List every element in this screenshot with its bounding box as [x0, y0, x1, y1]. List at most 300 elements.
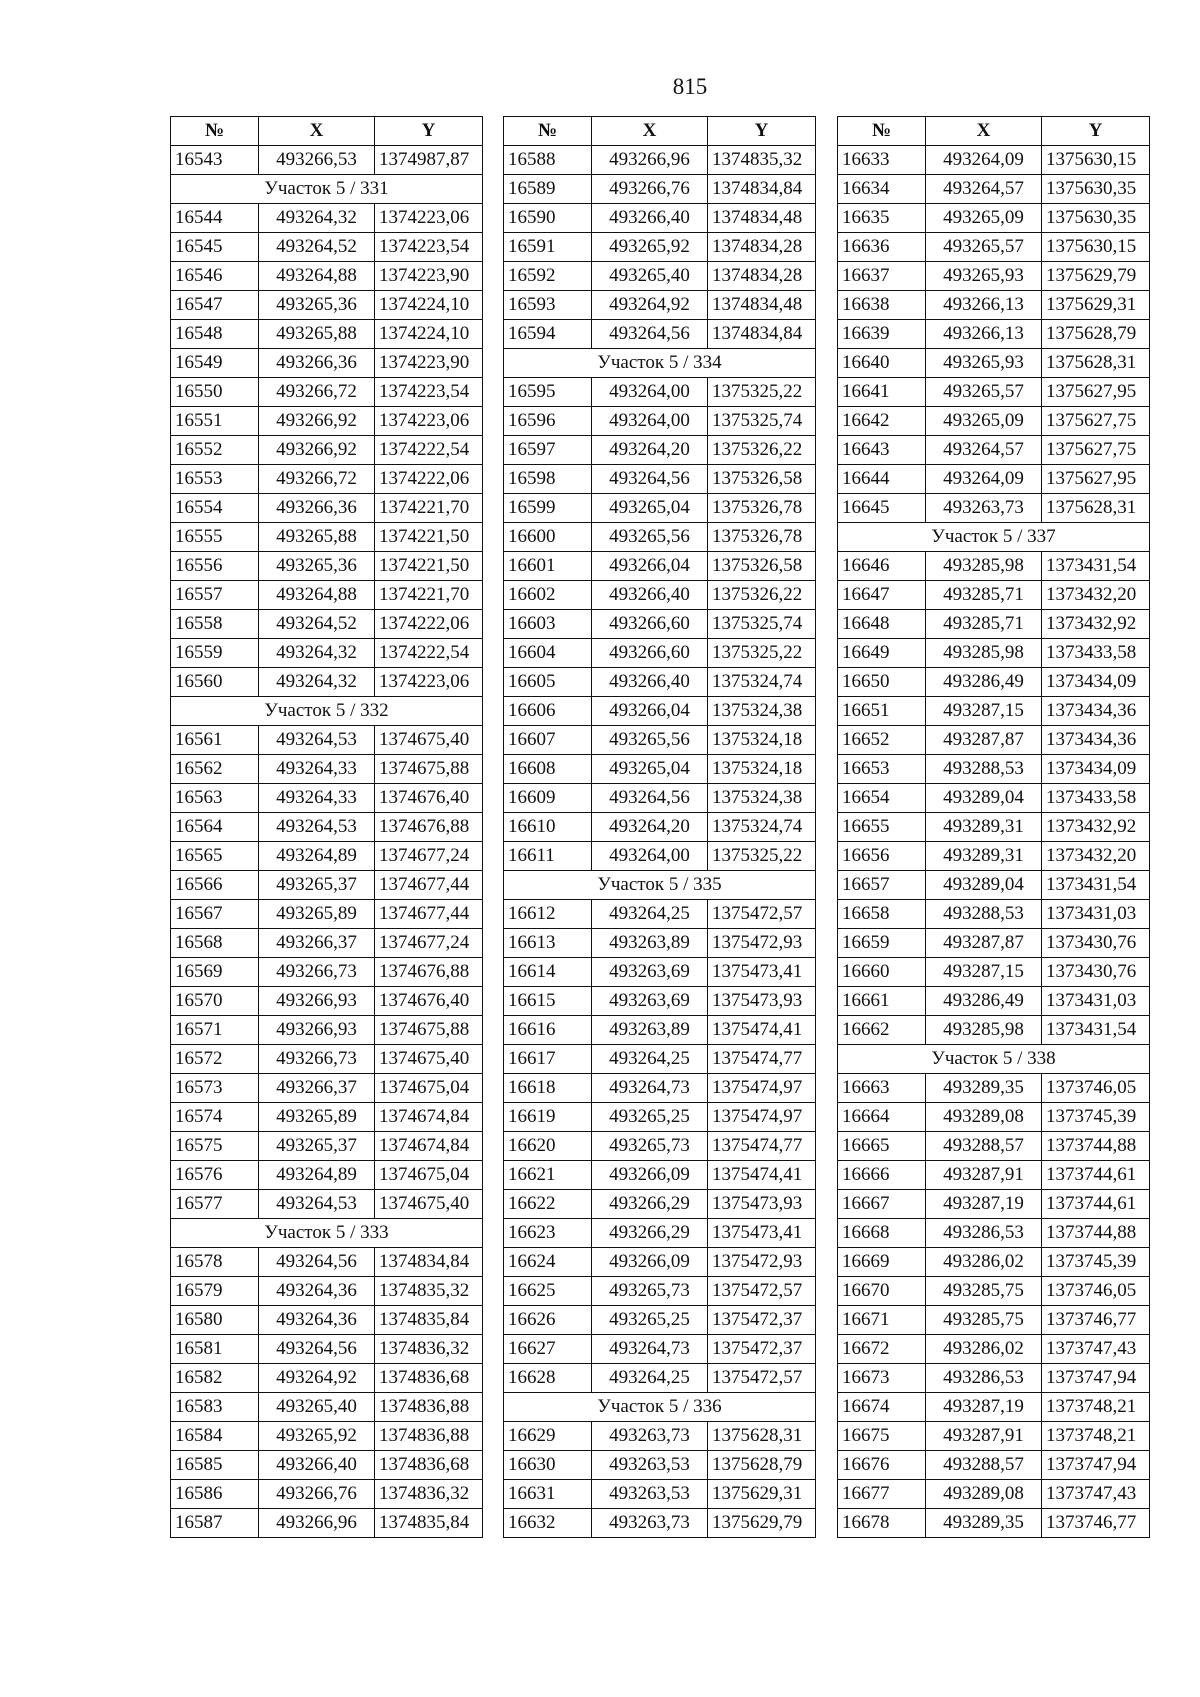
point-number-cell: 16544	[171, 204, 259, 233]
x-coordinate-cell: 493286,49	[926, 987, 1042, 1016]
table-row	[838, 552, 1150, 581]
point-number-cell: 16631	[504, 1480, 592, 1509]
point-number-cell: 16607	[504, 726, 592, 755]
x-coordinate-cell: 493264,92	[592, 291, 708, 320]
x-coordinate-cell: 493265,92	[259, 1422, 375, 1451]
table-row	[504, 1306, 816, 1335]
point-number-cell: 16601	[504, 552, 592, 581]
point-number-cell: 16665	[838, 1132, 926, 1161]
point-number-cell: 16634	[838, 175, 926, 204]
x-coordinate-cell: 493264,88	[259, 581, 375, 610]
table-row	[504, 523, 816, 552]
x-coordinate-cell: 493288,57	[926, 1451, 1042, 1480]
x-coordinate-cell: 493285,98	[926, 552, 1042, 581]
table-row	[171, 262, 483, 291]
point-number-cell: 16676	[838, 1451, 926, 1480]
x-coordinate-cell: 493266,40	[592, 668, 708, 697]
table-row	[171, 668, 483, 697]
point-number-cell: 16617	[504, 1045, 592, 1074]
x-coordinate-cell: 493266,36	[259, 349, 375, 378]
point-number-cell: 16653	[838, 755, 926, 784]
table-row	[838, 291, 1150, 320]
column-header-number: №	[171, 117, 259, 146]
table-row	[838, 755, 1150, 784]
table-row	[171, 610, 483, 639]
y-coordinate-cell: 1375472,37	[708, 1335, 816, 1364]
table-row	[838, 813, 1150, 842]
y-coordinate-cell: 1374222,54	[375, 436, 483, 465]
x-coordinate-cell: 493289,08	[926, 1103, 1042, 1132]
y-coordinate-cell: 1375627,95	[1042, 465, 1150, 494]
y-coordinate-cell: 1374676,88	[375, 813, 483, 842]
table-row	[171, 958, 483, 987]
table-row	[838, 262, 1150, 291]
y-coordinate-cell: 1374835,84	[375, 1306, 483, 1335]
point-number-cell: 16572	[171, 1045, 259, 1074]
y-coordinate-cell: 1373747,43	[1042, 1480, 1150, 1509]
x-coordinate-cell: 493264,33	[259, 755, 375, 784]
x-coordinate-cell: 493265,93	[926, 349, 1042, 378]
x-coordinate-cell: 493264,89	[259, 1161, 375, 1190]
table-row	[838, 1306, 1150, 1335]
table-row	[838, 871, 1150, 900]
point-number-cell: 16563	[171, 784, 259, 813]
table-row	[504, 465, 816, 494]
table-row	[171, 1306, 483, 1335]
y-coordinate-cell: 1373748,21	[1042, 1393, 1150, 1422]
x-coordinate-cell: 493266,37	[259, 929, 375, 958]
x-coordinate-cell: 493263,73	[592, 1509, 708, 1538]
point-number-cell: 16619	[504, 1103, 592, 1132]
x-coordinate-cell: 493265,36	[259, 552, 375, 581]
x-coordinate-cell: 493266,72	[259, 378, 375, 407]
table-row	[171, 204, 483, 233]
x-coordinate-cell: 493264,56	[259, 1335, 375, 1364]
x-coordinate-cell: 493265,37	[259, 871, 375, 900]
y-coordinate-cell: 1373744,88	[1042, 1132, 1150, 1161]
y-coordinate-cell: 1375630,35	[1042, 175, 1150, 204]
x-coordinate-cell: 493287,19	[926, 1190, 1042, 1219]
x-coordinate-cell: 493264,36	[259, 1306, 375, 1335]
table-row	[838, 349, 1150, 378]
table-row	[838, 639, 1150, 668]
x-coordinate-cell: 493266,53	[259, 146, 375, 175]
x-coordinate-cell: 493286,02	[926, 1335, 1042, 1364]
point-number-cell: 16566	[171, 871, 259, 900]
x-coordinate-cell: 493289,31	[926, 813, 1042, 842]
point-number-cell: 16567	[171, 900, 259, 929]
x-coordinate-cell: 493264,88	[259, 262, 375, 291]
y-coordinate-cell: 1375627,95	[1042, 378, 1150, 407]
table-row	[171, 494, 483, 523]
x-coordinate-cell: 493266,29	[592, 1219, 708, 1248]
table-row	[504, 1103, 816, 1132]
point-number-cell: 16561	[171, 726, 259, 755]
point-number-cell: 16645	[838, 494, 926, 523]
table-row	[838, 1451, 1150, 1480]
point-number-cell: 16661	[838, 987, 926, 1016]
table-row	[504, 1219, 816, 1248]
x-coordinate-cell: 493263,53	[592, 1480, 708, 1509]
coordinates-table-3	[837, 116, 1150, 1538]
y-coordinate-cell: 1374674,84	[375, 1132, 483, 1161]
table-row	[838, 842, 1150, 871]
point-number-cell: 16588	[504, 146, 592, 175]
y-coordinate-cell: 1374223,06	[375, 407, 483, 436]
table-row	[504, 1335, 816, 1364]
table-row	[171, 1277, 483, 1306]
x-coordinate-cell: 493266,93	[259, 1016, 375, 1045]
y-coordinate-cell: 1374675,88	[375, 1016, 483, 1045]
point-number-cell: 16644	[838, 465, 926, 494]
table-row	[504, 378, 816, 407]
x-coordinate-cell: 493263,69	[592, 987, 708, 1016]
table-row	[838, 1393, 1150, 1422]
x-coordinate-cell: 493266,72	[259, 465, 375, 494]
point-number-cell: 16591	[504, 233, 592, 262]
section-title: Участок 5 / 333	[171, 1219, 483, 1248]
point-number-cell: 16614	[504, 958, 592, 987]
x-coordinate-cell: 493289,04	[926, 784, 1042, 813]
page-number: 815	[672, 74, 708, 99]
y-coordinate-cell: 1375325,22	[708, 842, 816, 871]
table-row	[504, 1480, 816, 1509]
x-coordinate-cell: 493265,88	[259, 320, 375, 349]
point-number-cell: 16648	[838, 610, 926, 639]
point-number-cell: 16595	[504, 378, 592, 407]
y-coordinate-cell: 1373746,77	[1042, 1509, 1150, 1538]
y-coordinate-cell: 1374675,04	[375, 1161, 483, 1190]
x-coordinate-cell: 493264,32	[259, 668, 375, 697]
table-row	[504, 639, 816, 668]
x-coordinate-cell: 493264,92	[259, 1364, 375, 1393]
point-number-cell: 16558	[171, 610, 259, 639]
table-row	[504, 146, 816, 175]
table-row	[838, 320, 1150, 349]
y-coordinate-cell: 1373431,54	[1042, 1016, 1150, 1045]
y-coordinate-cell: 1375629,31	[1042, 291, 1150, 320]
y-coordinate-cell: 1374223,54	[375, 233, 483, 262]
point-number-cell: 16670	[838, 1277, 926, 1306]
y-coordinate-cell: 1375326,78	[708, 494, 816, 523]
point-number-cell: 16624	[504, 1248, 592, 1277]
table-row	[838, 175, 1150, 204]
y-coordinate-cell: 1375473,41	[708, 958, 816, 987]
point-number-cell: 16630	[504, 1451, 592, 1480]
point-number-cell: 16650	[838, 668, 926, 697]
table-row	[504, 320, 816, 349]
table-row	[504, 581, 816, 610]
x-coordinate-cell: 493266,40	[592, 581, 708, 610]
point-number-cell: 16552	[171, 436, 259, 465]
x-coordinate-cell: 493264,73	[592, 1335, 708, 1364]
table-row	[838, 1219, 1150, 1248]
x-coordinate-cell: 493287,91	[926, 1161, 1042, 1190]
table-row	[838, 668, 1150, 697]
table-row	[504, 813, 816, 842]
point-number-cell: 16550	[171, 378, 259, 407]
point-number-cell: 16584	[171, 1422, 259, 1451]
table-row	[504, 697, 816, 726]
x-coordinate-cell: 493266,13	[926, 291, 1042, 320]
y-coordinate-cell: 1375474,41	[708, 1161, 816, 1190]
x-coordinate-cell: 493264,53	[259, 726, 375, 755]
table-row	[171, 349, 483, 378]
point-number-cell: 16547	[171, 291, 259, 320]
y-coordinate-cell: 1373433,58	[1042, 639, 1150, 668]
x-coordinate-cell: 493287,87	[926, 929, 1042, 958]
point-number-cell: 16625	[504, 1277, 592, 1306]
x-coordinate-cell: 493265,89	[259, 1103, 375, 1132]
table-row	[171, 1103, 483, 1132]
table-row	[838, 494, 1150, 523]
point-number-cell: 16592	[504, 262, 592, 291]
x-coordinate-cell: 493264,36	[259, 1277, 375, 1306]
table-row	[171, 523, 483, 552]
y-coordinate-cell: 1375324,38	[708, 697, 816, 726]
section-row	[171, 697, 483, 726]
y-coordinate-cell: 1374221,70	[375, 494, 483, 523]
column-header-x: X	[592, 117, 708, 146]
x-coordinate-cell: 493266,73	[259, 1045, 375, 1074]
y-coordinate-cell: 1373434,36	[1042, 726, 1150, 755]
section-title: Участок 5 / 335	[504, 871, 816, 900]
x-coordinate-cell: 493264,57	[926, 175, 1042, 204]
y-coordinate-cell: 1374835,32	[375, 1277, 483, 1306]
section-row	[504, 1393, 816, 1422]
y-coordinate-cell: 1374676,88	[375, 958, 483, 987]
x-coordinate-cell: 493286,02	[926, 1248, 1042, 1277]
point-number-cell: 16594	[504, 320, 592, 349]
point-number-cell: 16597	[504, 436, 592, 465]
y-coordinate-cell: 1374835,32	[708, 146, 816, 175]
y-coordinate-cell: 1375628,31	[1042, 349, 1150, 378]
table-row	[838, 1161, 1150, 1190]
point-number-cell: 16629	[504, 1422, 592, 1451]
y-coordinate-cell: 1374676,40	[375, 987, 483, 1016]
point-number-cell: 16559	[171, 639, 259, 668]
x-coordinate-cell: 493285,71	[926, 581, 1042, 610]
x-coordinate-cell: 493287,87	[926, 726, 1042, 755]
table-row	[504, 1161, 816, 1190]
x-coordinate-cell: 493266,04	[592, 552, 708, 581]
y-coordinate-cell: 1374836,88	[375, 1422, 483, 1451]
table-row	[838, 204, 1150, 233]
table-row	[171, 291, 483, 320]
y-coordinate-cell: 1375629,79	[708, 1509, 816, 1538]
point-number-cell: 16596	[504, 407, 592, 436]
table-row	[838, 1422, 1150, 1451]
point-number-cell: 16569	[171, 958, 259, 987]
y-coordinate-cell: 1374675,40	[375, 1190, 483, 1219]
point-number-cell: 16657	[838, 871, 926, 900]
y-coordinate-cell: 1375473,41	[708, 1219, 816, 1248]
table-row	[504, 1045, 816, 1074]
x-coordinate-cell: 493265,40	[592, 262, 708, 291]
x-coordinate-cell: 493264,25	[592, 900, 708, 929]
y-coordinate-cell: 1374222,54	[375, 639, 483, 668]
point-number-cell: 16658	[838, 900, 926, 929]
y-coordinate-cell: 1375324,38	[708, 784, 816, 813]
point-number-cell: 16551	[171, 407, 259, 436]
y-coordinate-cell: 1374834,28	[708, 262, 816, 291]
y-coordinate-cell: 1375628,79	[708, 1451, 816, 1480]
point-number-cell: 16593	[504, 291, 592, 320]
y-coordinate-cell: 1373746,05	[1042, 1277, 1150, 1306]
y-coordinate-cell: 1373432,20	[1042, 581, 1150, 610]
x-coordinate-cell: 493264,20	[592, 813, 708, 842]
x-coordinate-cell: 493265,37	[259, 1132, 375, 1161]
x-coordinate-cell: 493264,56	[592, 784, 708, 813]
table-row	[838, 1335, 1150, 1364]
y-coordinate-cell: 1374675,88	[375, 755, 483, 784]
x-coordinate-cell: 493263,53	[592, 1451, 708, 1480]
y-coordinate-cell: 1374221,70	[375, 581, 483, 610]
table-row	[171, 146, 483, 175]
y-coordinate-cell: 1375324,18	[708, 755, 816, 784]
x-coordinate-cell: 493266,73	[259, 958, 375, 987]
column-header-y: Y	[1042, 117, 1150, 146]
section-title: Участок 5 / 331	[171, 175, 483, 204]
y-coordinate-cell: 1374223,54	[375, 378, 483, 407]
y-coordinate-cell: 1373431,03	[1042, 987, 1150, 1016]
point-number-cell: 16671	[838, 1306, 926, 1335]
x-coordinate-cell: 493285,98	[926, 1016, 1042, 1045]
y-coordinate-cell: 1375627,75	[1042, 436, 1150, 465]
x-coordinate-cell: 493265,25	[592, 1103, 708, 1132]
x-coordinate-cell: 493285,71	[926, 610, 1042, 639]
table-row	[171, 233, 483, 262]
y-coordinate-cell: 1374676,40	[375, 784, 483, 813]
table-row	[504, 204, 816, 233]
x-coordinate-cell: 493266,76	[592, 175, 708, 204]
y-coordinate-cell: 1374834,84	[708, 175, 816, 204]
section-title: Участок 5 / 338	[838, 1045, 1150, 1074]
x-coordinate-cell: 493265,89	[259, 900, 375, 929]
table-row	[504, 436, 816, 465]
y-coordinate-cell: 1375325,74	[708, 407, 816, 436]
point-number-cell: 16600	[504, 523, 592, 552]
table-row	[171, 755, 483, 784]
y-coordinate-cell: 1373432,92	[1042, 813, 1150, 842]
y-coordinate-cell: 1374222,06	[375, 465, 483, 494]
point-number-cell: 16580	[171, 1306, 259, 1335]
point-number-cell: 16604	[504, 639, 592, 668]
point-number-cell: 16635	[838, 204, 926, 233]
table-row	[504, 668, 816, 697]
table-row	[838, 465, 1150, 494]
point-number-cell: 16560	[171, 668, 259, 697]
x-coordinate-cell: 493265,73	[592, 1132, 708, 1161]
y-coordinate-cell: 1375472,57	[708, 1277, 816, 1306]
point-number-cell: 16639	[838, 320, 926, 349]
table-row	[838, 436, 1150, 465]
y-coordinate-cell: 1375472,57	[708, 1364, 816, 1393]
x-coordinate-cell: 493264,56	[592, 465, 708, 494]
column-header-x: X	[926, 117, 1042, 146]
x-coordinate-cell: 493289,35	[926, 1509, 1042, 1538]
y-coordinate-cell: 1374675,40	[375, 726, 483, 755]
y-coordinate-cell: 1374836,68	[375, 1451, 483, 1480]
point-number-cell: 16647	[838, 581, 926, 610]
y-coordinate-cell: 1375472,57	[708, 900, 816, 929]
table-row	[504, 262, 816, 291]
y-coordinate-cell: 1375472,93	[708, 929, 816, 958]
table-row	[838, 697, 1150, 726]
y-coordinate-cell: 1373433,58	[1042, 784, 1150, 813]
column-header-y: Y	[375, 117, 483, 146]
x-coordinate-cell: 493287,15	[926, 958, 1042, 987]
table-row	[171, 378, 483, 407]
table-row	[838, 610, 1150, 639]
y-coordinate-cell: 1373744,61	[1042, 1161, 1150, 1190]
table-row	[838, 726, 1150, 755]
y-coordinate-cell: 1375324,18	[708, 726, 816, 755]
table-row	[171, 813, 483, 842]
x-coordinate-cell: 493265,36	[259, 291, 375, 320]
section-title: Участок 5 / 336	[504, 1393, 816, 1422]
point-number-cell: 16602	[504, 581, 592, 610]
point-number-cell: 16577	[171, 1190, 259, 1219]
point-number-cell: 16668	[838, 1219, 926, 1248]
x-coordinate-cell: 493288,53	[926, 900, 1042, 929]
table-row	[171, 552, 483, 581]
point-number-cell: 16610	[504, 813, 592, 842]
table-row	[838, 900, 1150, 929]
point-number-cell: 16669	[838, 1248, 926, 1277]
y-coordinate-cell: 1375628,31	[708, 1422, 816, 1451]
table-row	[171, 871, 483, 900]
table-row	[504, 1422, 816, 1451]
table-row	[171, 726, 483, 755]
x-coordinate-cell: 493264,73	[592, 1074, 708, 1103]
y-coordinate-cell: 1374674,84	[375, 1103, 483, 1132]
point-number-cell: 16543	[171, 146, 259, 175]
x-coordinate-cell: 493263,89	[592, 929, 708, 958]
y-coordinate-cell: 1374834,28	[708, 233, 816, 262]
x-coordinate-cell: 493266,60	[592, 610, 708, 639]
table-row	[504, 1074, 816, 1103]
y-coordinate-cell: 1373432,20	[1042, 842, 1150, 871]
point-number-cell: 16655	[838, 813, 926, 842]
y-coordinate-cell: 1373744,88	[1042, 1219, 1150, 1248]
y-coordinate-cell: 1374223,06	[375, 204, 483, 233]
section-row	[504, 871, 816, 900]
table-row	[504, 900, 816, 929]
point-number-cell: 16585	[171, 1451, 259, 1480]
y-coordinate-cell: 1375324,74	[708, 668, 816, 697]
point-number-cell: 16613	[504, 929, 592, 958]
y-coordinate-cell: 1373747,94	[1042, 1364, 1150, 1393]
point-number-cell: 16582	[171, 1364, 259, 1393]
point-number-cell: 16553	[171, 465, 259, 494]
table-row	[838, 1364, 1150, 1393]
point-number-cell: 16643	[838, 436, 926, 465]
table-row	[504, 1277, 816, 1306]
x-coordinate-cell: 493266,37	[259, 1074, 375, 1103]
table-row	[171, 1393, 483, 1422]
table-row	[504, 842, 816, 871]
y-coordinate-cell: 1374834,84	[708, 320, 816, 349]
y-coordinate-cell: 1373745,39	[1042, 1103, 1150, 1132]
point-number-cell: 16556	[171, 552, 259, 581]
table-row	[838, 233, 1150, 262]
table-row	[171, 1132, 483, 1161]
point-number-cell: 16568	[171, 929, 259, 958]
y-coordinate-cell: 1374836,88	[375, 1393, 483, 1422]
point-number-cell: 16611	[504, 842, 592, 871]
table-row	[504, 291, 816, 320]
